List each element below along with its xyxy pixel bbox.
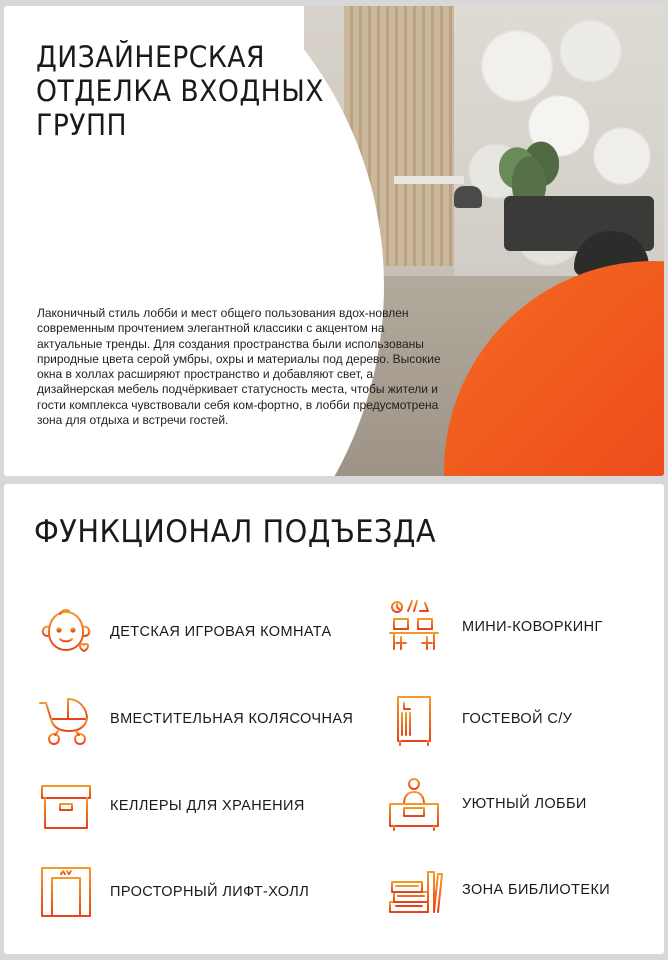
features-title: ФУНКЦИОНАЛ ПОДЪЕЗДА (34, 514, 437, 550)
feature-item (36, 862, 309, 922)
feature-label: ЗОНА БИБЛИОТЕКИ (462, 882, 611, 898)
features-card (4, 484, 664, 954)
storage-box-icon (36, 776, 96, 836)
feature-label: МИНИ-КОВОРКИНГ (462, 619, 603, 635)
feature-item (384, 860, 610, 920)
feature-item (36, 602, 332, 662)
feature-label: ГОСТЕВОЙ С/У (462, 711, 573, 727)
design-card (4, 6, 664, 476)
feature-label: ПРОСТОРНЫЙ ЛИФТ-ХОЛЛ (110, 884, 310, 900)
feature-label: УЮТНЫЙ ЛОББИ (462, 796, 587, 812)
shower-cabin-icon (384, 689, 444, 749)
child-face-icon (36, 602, 96, 662)
feature-label: ДЕТСКАЯ ИГРОВАЯ КОМНАТА (110, 624, 332, 640)
elevator-icon (36, 862, 96, 922)
reception-desk-icon (384, 774, 444, 834)
feature-label: КЕЛЛЕРЫ ДЛЯ ХРАНЕНИЯ (110, 798, 305, 814)
coworking-desk-icon (384, 597, 444, 657)
design-description: Лаконичный стиль лобби и мест общего пользования вдох-новлен современным прочтением элегантной классики с акцентом на актуальные тренды. Для создания пространства были использованы природные цвета серой умбры, охры и материалы под дерево. Высокие окна в холлах расширяют пространство и добавляют свет, а дизайнерская мебель подчёркивает статусность места, чтобы жители и гости комплекса чувствовали себя ком-фортно, в лобби предусмотрена зона для отдыха и встречи гостей. (37, 306, 441, 428)
books-icon (384, 860, 444, 920)
stroller-icon (36, 689, 96, 749)
feature-item (384, 689, 572, 749)
feature-item (36, 689, 353, 749)
feature-label: ВМЕСТИТЕЛЬНАЯ КОЛЯСОЧНАЯ (110, 711, 354, 727)
feature-item (36, 776, 305, 836)
design-title: ДИЗАЙНЕРСКАЯ ОТДЕЛКА ВХОДНЫХ ГРУПП (36, 40, 324, 142)
feature-item (384, 597, 603, 657)
feature-item (384, 774, 587, 834)
